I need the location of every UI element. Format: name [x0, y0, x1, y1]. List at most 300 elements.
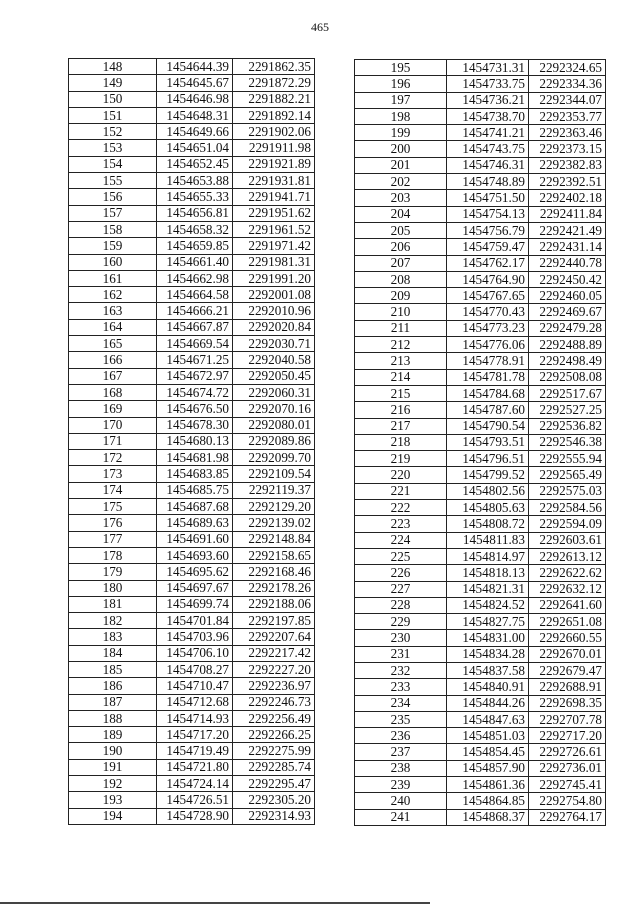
point-number-cell: 182: [69, 613, 157, 629]
point-number-cell: 223: [355, 516, 447, 532]
y-coordinate-cell: 2292688.91: [529, 679, 606, 695]
point-number-cell: 157: [69, 205, 157, 221]
table-row: [69, 238, 315, 254]
y-coordinate-cell: 2292584.56: [529, 500, 606, 516]
x-coordinate-cell: 1454861.36: [447, 777, 529, 793]
point-number-cell: 179: [69, 564, 157, 580]
point-number-cell: 181: [69, 596, 157, 612]
point-number-cell: 150: [69, 91, 157, 107]
x-coordinate-cell: 1454751.50: [447, 190, 529, 206]
table-row: [69, 808, 315, 824]
table-row: [69, 482, 315, 498]
table-row: [69, 221, 315, 237]
point-number-cell: 229: [355, 614, 447, 630]
x-coordinate-cell: 1454847.63: [447, 711, 529, 727]
y-coordinate-cell: 2292479.28: [529, 320, 606, 336]
point-number-cell: 155: [69, 173, 157, 189]
point-number-cell: 163: [69, 303, 157, 319]
point-number-cell: 159: [69, 238, 157, 254]
x-coordinate-cell: 1454784.68: [447, 385, 529, 401]
x-coordinate-cell: 1454824.52: [447, 597, 529, 613]
y-coordinate-cell: 2291991.20: [233, 270, 315, 286]
table-row: [355, 418, 606, 434]
table-row: [69, 107, 315, 123]
point-number-cell: 158: [69, 221, 157, 237]
y-coordinate-cell: 2292651.08: [529, 614, 606, 630]
x-coordinate-cell: 1454834.28: [447, 646, 529, 662]
y-coordinate-cell: 2292050.45: [233, 368, 315, 384]
point-number-cell: 187: [69, 694, 157, 710]
point-number-cell: 168: [69, 384, 157, 400]
y-coordinate-cell: 2292020.84: [233, 319, 315, 335]
y-coordinate-cell: 2291902.06: [233, 124, 315, 140]
point-number-cell: 220: [355, 467, 447, 483]
y-coordinate-cell: 2291971.42: [233, 238, 315, 254]
y-coordinate-cell: 2292764.17: [529, 809, 606, 825]
x-coordinate-cell: 1454756.79: [447, 222, 529, 238]
table-row: [69, 401, 315, 417]
x-coordinate-cell: 1454719.49: [157, 743, 233, 759]
point-number-cell: 188: [69, 710, 157, 726]
x-coordinate-cell: 1454840.91: [447, 679, 529, 695]
x-coordinate-cell: 1454762.17: [447, 255, 529, 271]
table-row: [355, 548, 606, 564]
y-coordinate-cell: 2292314.93: [233, 808, 315, 824]
y-coordinate-cell: 2292613.12: [529, 548, 606, 564]
x-coordinate-cell: 1454703.96: [157, 629, 233, 645]
y-coordinate-cell: 2292392.51: [529, 174, 606, 190]
point-number-cell: 241: [355, 809, 447, 825]
table-row: [355, 320, 606, 336]
x-coordinate-cell: 1454746.31: [447, 157, 529, 173]
table-row: [69, 417, 315, 433]
x-coordinate-cell: 1454728.90: [157, 808, 233, 824]
y-coordinate-cell: 2292745.41: [529, 777, 606, 793]
point-number-cell: 192: [69, 776, 157, 792]
x-coordinate-cell: 1454661.40: [157, 254, 233, 270]
y-coordinate-cell: 2291882.21: [233, 91, 315, 107]
x-coordinate-cell: 1454776.06: [447, 337, 529, 353]
y-coordinate-cell: 2292217.42: [233, 645, 315, 661]
x-coordinate-cell: 1454799.52: [447, 467, 529, 483]
x-coordinate-cell: 1454764.90: [447, 271, 529, 287]
y-coordinate-cell: 2292698.35: [529, 695, 606, 711]
point-number-cell: 178: [69, 547, 157, 563]
point-number-cell: 172: [69, 450, 157, 466]
x-coordinate-cell: 1454770.43: [447, 304, 529, 320]
point-number-cell: 194: [69, 808, 157, 824]
x-coordinate-cell: 1454701.84: [157, 613, 233, 629]
x-coordinate-cell: 1454712.68: [157, 694, 233, 710]
x-coordinate-cell: 1454699.74: [157, 596, 233, 612]
y-coordinate-cell: 2292158.65: [233, 547, 315, 563]
x-coordinate-cell: 1454645.67: [157, 75, 233, 91]
table-row: [69, 678, 315, 694]
point-number-cell: 189: [69, 727, 157, 743]
y-coordinate-cell: 2292431.14: [529, 239, 606, 255]
point-number-cell: 238: [355, 760, 447, 776]
x-coordinate-cell: 1454644.39: [157, 59, 233, 75]
point-number-cell: 224: [355, 532, 447, 548]
point-number-cell: 161: [69, 270, 157, 286]
x-coordinate-cell: 1454748.89: [447, 174, 529, 190]
table-row: [355, 728, 606, 744]
y-coordinate-cell: 2292382.83: [529, 157, 606, 173]
y-coordinate-cell: 2291921.89: [233, 156, 315, 172]
x-coordinate-cell: 1454781.78: [447, 369, 529, 385]
point-number-cell: 190: [69, 743, 157, 759]
y-coordinate-cell: 2292421.49: [529, 222, 606, 238]
table-row: [355, 434, 606, 450]
y-coordinate-cell: 2292060.31: [233, 384, 315, 400]
coordinate-table-right: [354, 59, 606, 826]
x-coordinate-cell: 1454695.62: [157, 564, 233, 580]
point-number-cell: 216: [355, 402, 447, 418]
x-coordinate-cell: 1454676.50: [157, 401, 233, 417]
point-number-cell: 233: [355, 679, 447, 695]
table-row: [355, 760, 606, 776]
table-row: [355, 516, 606, 532]
point-number-cell: 198: [355, 108, 447, 124]
point-number-cell: 183: [69, 629, 157, 645]
table-row: [355, 646, 606, 662]
table-row: [355, 174, 606, 190]
point-number-cell: 173: [69, 466, 157, 482]
x-coordinate-cell: 1454666.21: [157, 303, 233, 319]
x-coordinate-cell: 1454691.60: [157, 531, 233, 547]
y-coordinate-cell: 2292460.05: [529, 288, 606, 304]
x-coordinate-cell: 1454710.47: [157, 678, 233, 694]
y-coordinate-cell: 2292099.70: [233, 450, 315, 466]
x-coordinate-cell: 1454664.58: [157, 287, 233, 303]
y-coordinate-cell: 2292129.20: [233, 499, 315, 515]
table-row: [69, 727, 315, 743]
x-coordinate-cell: 1454814.97: [447, 548, 529, 564]
y-coordinate-cell: 2292275.99: [233, 743, 315, 759]
x-coordinate-cell: 1454726.51: [157, 792, 233, 808]
y-coordinate-cell: 2292736.01: [529, 760, 606, 776]
x-coordinate-cell: 1454658.32: [157, 221, 233, 237]
point-number-cell: 164: [69, 319, 157, 335]
table-row: [355, 369, 606, 385]
point-number-cell: 240: [355, 793, 447, 809]
table-row: [355, 271, 606, 287]
x-coordinate-cell: 1454706.10: [157, 645, 233, 661]
y-coordinate-cell: 2291951.62: [233, 205, 315, 221]
y-coordinate-cell: 2291892.14: [233, 107, 315, 123]
table-row: [355, 60, 606, 76]
y-coordinate-cell: 2292344.07: [529, 92, 606, 108]
y-coordinate-cell: 2292603.61: [529, 532, 606, 548]
y-coordinate-cell: 2292450.42: [529, 271, 606, 287]
y-coordinate-cell: 2292109.54: [233, 466, 315, 482]
y-coordinate-cell: 2292168.46: [233, 564, 315, 580]
x-coordinate-cell: 1454653.88: [157, 173, 233, 189]
point-number-cell: 228: [355, 597, 447, 613]
point-number-cell: 218: [355, 434, 447, 450]
table-row: [69, 596, 315, 612]
point-number-cell: 186: [69, 678, 157, 694]
y-coordinate-cell: 2292469.67: [529, 304, 606, 320]
point-number-cell: 209: [355, 288, 447, 304]
point-number-cell: 176: [69, 515, 157, 531]
point-number-cell: 185: [69, 661, 157, 677]
point-number-cell: 212: [355, 337, 447, 353]
y-coordinate-cell: 2292363.46: [529, 125, 606, 141]
table-row: [355, 125, 606, 141]
point-number-cell: 205: [355, 222, 447, 238]
table-row: [69, 270, 315, 286]
table-row: [355, 288, 606, 304]
point-number-cell: 175: [69, 499, 157, 515]
point-number-cell: 202: [355, 174, 447, 190]
y-coordinate-cell: 2292040.58: [233, 352, 315, 368]
table-row: [355, 239, 606, 255]
table-row: [69, 287, 315, 303]
y-coordinate-cell: 2292256.49: [233, 710, 315, 726]
y-coordinate-cell: 2292632.12: [529, 581, 606, 597]
x-coordinate-cell: 1454721.80: [157, 759, 233, 775]
x-coordinate-cell: 1454680.13: [157, 433, 233, 449]
y-coordinate-cell: 2291981.31: [233, 254, 315, 270]
y-coordinate-cell: 2292517.67: [529, 385, 606, 401]
point-number-cell: 225: [355, 548, 447, 564]
table-row: [69, 661, 315, 677]
table-row: [355, 695, 606, 711]
point-number-cell: 191: [69, 759, 157, 775]
table-row: [69, 254, 315, 270]
table-row: [69, 352, 315, 368]
table-row: [69, 91, 315, 107]
point-number-cell: 199: [355, 125, 447, 141]
x-coordinate-cell: 1454790.54: [447, 418, 529, 434]
point-number-cell: 149: [69, 75, 157, 91]
point-number-cell: 208: [355, 271, 447, 287]
point-number-cell: 200: [355, 141, 447, 157]
table-row: [69, 319, 315, 335]
point-number-cell: 152: [69, 124, 157, 140]
x-coordinate-cell: 1454714.93: [157, 710, 233, 726]
x-coordinate-cell: 1454743.75: [447, 141, 529, 157]
coordinate-table-left-body: [69, 59, 315, 825]
y-coordinate-cell: 2292575.03: [529, 483, 606, 499]
point-number-cell: 180: [69, 580, 157, 596]
x-coordinate-cell: 1454669.54: [157, 336, 233, 352]
point-number-cell: 230: [355, 630, 447, 646]
point-number-cell: 195: [355, 60, 447, 76]
table-row: [69, 433, 315, 449]
table-row: [355, 190, 606, 206]
table-row: [69, 140, 315, 156]
y-coordinate-cell: 2292660.55: [529, 630, 606, 646]
table-row: [355, 304, 606, 320]
y-coordinate-cell: 2291911.98: [233, 140, 315, 156]
table-row: [355, 679, 606, 695]
point-number-cell: 227: [355, 581, 447, 597]
table-row: [69, 205, 315, 221]
table-row: [355, 711, 606, 727]
point-number-cell: 170: [69, 417, 157, 433]
x-coordinate-cell: 1454818.13: [447, 565, 529, 581]
table-row: [69, 499, 315, 515]
coordinate-table-left: [68, 58, 315, 825]
table-row: [355, 793, 606, 809]
table-row: [69, 710, 315, 726]
table-row: [355, 108, 606, 124]
y-coordinate-cell: 2292594.09: [529, 516, 606, 532]
y-coordinate-cell: 2292717.20: [529, 728, 606, 744]
table-row: [69, 368, 315, 384]
x-coordinate-cell: 1454767.65: [447, 288, 529, 304]
y-coordinate-cell: 2292508.08: [529, 369, 606, 385]
x-coordinate-cell: 1454759.47: [447, 239, 529, 255]
y-coordinate-cell: 2292670.01: [529, 646, 606, 662]
y-coordinate-cell: 2292305.20: [233, 792, 315, 808]
table-row: [69, 531, 315, 547]
point-number-cell: 231: [355, 646, 447, 662]
table-row: [355, 662, 606, 678]
table-row: [355, 467, 606, 483]
x-coordinate-cell: 1454796.51: [447, 451, 529, 467]
y-coordinate-cell: 2292030.71: [233, 336, 315, 352]
x-coordinate-cell: 1454649.66: [157, 124, 233, 140]
table-row: [355, 222, 606, 238]
table-row: [355, 92, 606, 108]
point-number-cell: 211: [355, 320, 447, 336]
table-row: [355, 337, 606, 353]
x-coordinate-cell: 1454778.91: [447, 353, 529, 369]
y-coordinate-cell: 2292402.18: [529, 190, 606, 206]
y-coordinate-cell: 2292641.60: [529, 597, 606, 613]
point-number-cell: 214: [355, 369, 447, 385]
x-coordinate-cell: 1454648.31: [157, 107, 233, 123]
y-coordinate-cell: 2292207.64: [233, 629, 315, 645]
y-coordinate-cell: 2292188.06: [233, 596, 315, 612]
table-row: [69, 743, 315, 759]
table-row: [355, 402, 606, 418]
y-coordinate-cell: 2291931.81: [233, 173, 315, 189]
x-coordinate-cell: 1454808.72: [447, 516, 529, 532]
x-coordinate-cell: 1454754.13: [447, 206, 529, 222]
point-number-cell: 151: [69, 107, 157, 123]
point-number-cell: 237: [355, 744, 447, 760]
table-row: [69, 336, 315, 352]
table-row: [355, 532, 606, 548]
point-number-cell: 197: [355, 92, 447, 108]
point-number-cell: 156: [69, 189, 157, 205]
table-row: [355, 255, 606, 271]
y-coordinate-cell: 2292089.86: [233, 433, 315, 449]
point-number-cell: 234: [355, 695, 447, 711]
x-coordinate-cell: 1454811.83: [447, 532, 529, 548]
x-coordinate-cell: 1454793.51: [447, 434, 529, 450]
x-coordinate-cell: 1454805.63: [447, 500, 529, 516]
x-coordinate-cell: 1454868.37: [447, 809, 529, 825]
x-coordinate-cell: 1454717.20: [157, 727, 233, 743]
y-coordinate-cell: 2292373.15: [529, 141, 606, 157]
point-number-cell: 174: [69, 482, 157, 498]
point-number-cell: 213: [355, 353, 447, 369]
page-number: 465: [311, 20, 329, 34]
point-number-cell: 206: [355, 239, 447, 255]
x-coordinate-cell: 1454667.87: [157, 319, 233, 335]
y-coordinate-cell: 2292119.37: [233, 482, 315, 498]
point-number-cell: 162: [69, 287, 157, 303]
table-row: [69, 580, 315, 596]
y-coordinate-cell: 2292555.94: [529, 451, 606, 467]
table-row: [355, 777, 606, 793]
table-row: [69, 303, 315, 319]
point-number-cell: 236: [355, 728, 447, 744]
x-coordinate-cell: 1454708.27: [157, 661, 233, 677]
point-number-cell: 193: [69, 792, 157, 808]
table-row: [355, 614, 606, 630]
table-row: [69, 629, 315, 645]
x-coordinate-cell: 1454683.85: [157, 466, 233, 482]
point-number-cell: 153: [69, 140, 157, 156]
table-row: [69, 59, 315, 75]
x-coordinate-cell: 1454837.58: [447, 662, 529, 678]
table-row: [69, 173, 315, 189]
y-coordinate-cell: 2292295.47: [233, 776, 315, 792]
y-coordinate-cell: 2292488.89: [529, 337, 606, 353]
x-coordinate-cell: 1454731.31: [447, 60, 529, 76]
point-number-cell: 221: [355, 483, 447, 499]
y-coordinate-cell: 2292498.49: [529, 353, 606, 369]
y-coordinate-cell: 2292070.16: [233, 401, 315, 417]
table-row: [355, 597, 606, 613]
x-coordinate-cell: 1454733.75: [447, 76, 529, 92]
x-coordinate-cell: 1454656.81: [157, 205, 233, 221]
x-coordinate-cell: 1454671.25: [157, 352, 233, 368]
y-coordinate-cell: 2292546.38: [529, 434, 606, 450]
y-coordinate-cell: 2291862.35: [233, 59, 315, 75]
y-coordinate-cell: 2292726.61: [529, 744, 606, 760]
table-row: [355, 141, 606, 157]
point-number-cell: 207: [355, 255, 447, 271]
point-number-cell: 239: [355, 777, 447, 793]
table-row: [355, 809, 606, 825]
x-coordinate-cell: 1454787.60: [447, 402, 529, 418]
point-number-cell: 160: [69, 254, 157, 270]
y-coordinate-cell: 2292411.84: [529, 206, 606, 222]
table-row: [69, 564, 315, 580]
point-number-cell: 154: [69, 156, 157, 172]
point-number-cell: 222: [355, 500, 447, 516]
point-number-cell: 167: [69, 368, 157, 384]
y-coordinate-cell: 2292139.02: [233, 515, 315, 531]
x-coordinate-cell: 1454674.72: [157, 384, 233, 400]
y-coordinate-cell: 2292010.96: [233, 303, 315, 319]
table-row: [69, 384, 315, 400]
point-number-cell: 177: [69, 531, 157, 547]
table-row: [69, 515, 315, 531]
x-coordinate-cell: 1454655.33: [157, 189, 233, 205]
x-coordinate-cell: 1454802.56: [447, 483, 529, 499]
x-coordinate-cell: 1454851.03: [447, 728, 529, 744]
point-number-cell: 148: [69, 59, 157, 75]
point-number-cell: 196: [355, 76, 447, 92]
point-number-cell: 169: [69, 401, 157, 417]
x-coordinate-cell: 1454672.97: [157, 368, 233, 384]
y-coordinate-cell: 2292246.73: [233, 694, 315, 710]
coordinate-table-right-body: [355, 60, 606, 826]
table-row: [355, 500, 606, 516]
table-row: [69, 792, 315, 808]
table-row: [355, 744, 606, 760]
x-coordinate-cell: 1454724.14: [157, 776, 233, 792]
x-coordinate-cell: 1454659.85: [157, 238, 233, 254]
